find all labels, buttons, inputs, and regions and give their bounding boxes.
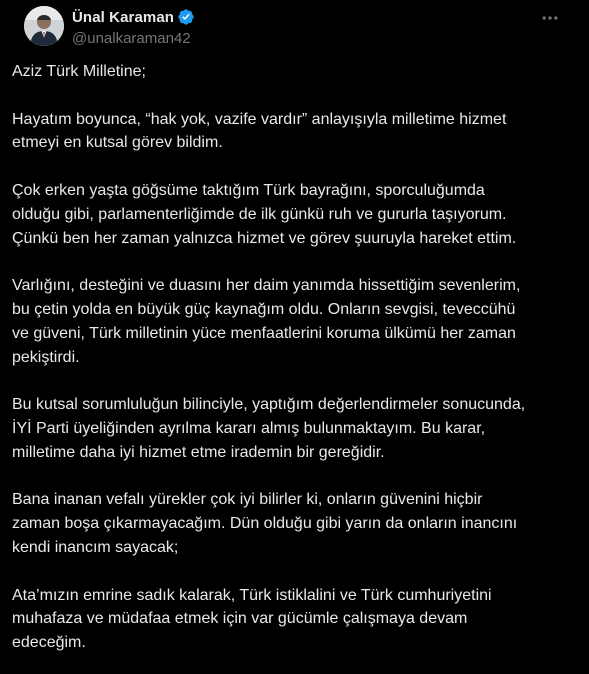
tweet-paragraph: Aziz Türk Milletine;	[12, 63, 146, 80]
more-horizontal-icon	[540, 8, 560, 28]
tweet-paragraph: Bana inanan vefalı yürekler çok iyi bilirler ki, onların güvenini hiçbir zaman boşa çıkarmayacağım. Dün olduğu gibi yarın da onların inancını kendi inancım sayacak;	[12, 491, 518, 556]
tweet-paragraph: Ata’mızın emrine sadık kalarak, Türk istiklalini ve Türk cumhuriyetini muhafaza ve müdafaa etmek için var gücümle çalışmaya devam edeceğim.	[12, 586, 492, 652]
profile-photo-icon	[24, 6, 64, 46]
tweet-paragraph: Bu kutsal sorumluluğun bilinciyle, yaptığım değerlendirmeler sonucunda, İYİ Parti üyeliğinden ayrılma kararı almış bulunmaktayım. Bu karar, milletime daha iyi hizmet etme irademin bir gereğidir.	[12, 396, 526, 461]
tweet-paragraph: Çok erken yaşta göğsüme taktığım Türk bayrağını, sporculuğumda olduğu gibi, parlamenterliğimde de ilk günkü ruh ve gururla taşıyorum. Çünkü ben her zaman yalnızca hizmet ve görev şuuruyla hareket ettim.	[12, 181, 517, 247]
tweet-paragraph: Hayatım boyunca, “hak yok, vazife vardır” anlayışıyla milletime hizmet etmeyi en kutsal görev bildim.	[12, 110, 507, 152]
avatar[interactable]	[24, 6, 64, 46]
author-info	[72, 8, 195, 48]
name-row	[72, 8, 195, 26]
more-options-button[interactable]	[533, 6, 567, 30]
display-name[interactable]: Ünal Karaman	[72, 8, 175, 26]
tweet-text	[12, 60, 572, 655]
tweet-header	[12, 0, 577, 62]
verified-badge-icon[interactable]	[177, 8, 195, 26]
handle[interactable]: @unalkaraman42	[72, 30, 191, 47]
tweet-paragraph: Varlığını, desteğini ve duasını her daim yanımda hissettiğim sevenlerim, bu çetin yolda en büyük güç kaynağım oldu. Onların sevgisi, teveccühü ve güveni, Türk milletinin yüce menfaatlerini koruma ülkümü her zaman pekiştirdi.	[12, 277, 521, 366]
